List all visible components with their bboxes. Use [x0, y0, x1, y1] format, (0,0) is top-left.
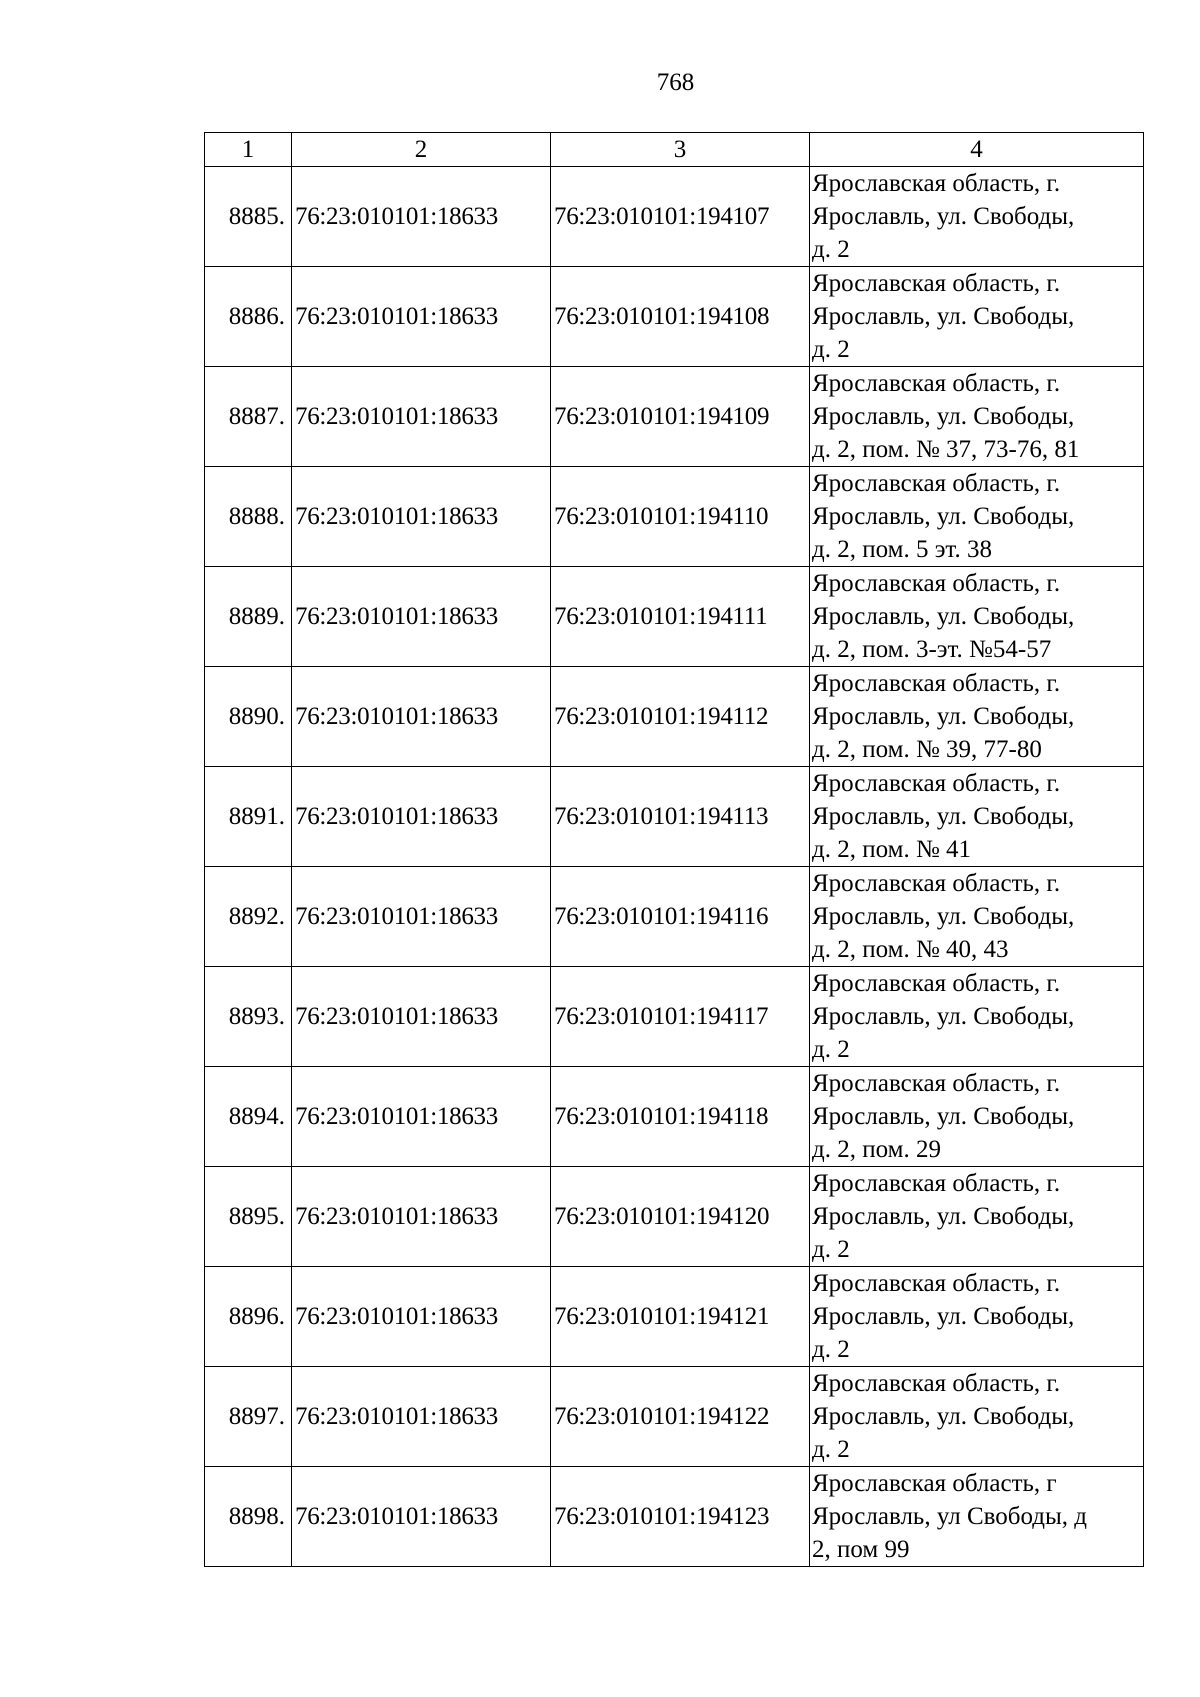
- address-line: Ярославль, ул. Свободы,: [812, 303, 1075, 330]
- row-number-cell: 8897.: [205, 1367, 292, 1467]
- row-number-cell: 8890.: [205, 667, 292, 767]
- address-cell: [810, 1367, 1144, 1467]
- address-line: д. 2: [812, 336, 850, 363]
- address-line: д. 2: [812, 236, 850, 263]
- address-cell: [810, 1467, 1144, 1567]
- address-cell: [810, 967, 1144, 1067]
- row-number-cell: 8889.: [205, 567, 292, 667]
- address-line: Ярославль, ул. Свободы,: [812, 1203, 1075, 1230]
- address-cell: [810, 667, 1144, 767]
- address-line: Ярославская область, г.: [812, 470, 1061, 497]
- parcel-number-cell: 76:23:010101:18633: [292, 1267, 551, 1367]
- parcel-number-cell: 76:23:010101:18633: [292, 167, 551, 267]
- address-cell: [810, 1067, 1144, 1167]
- address-line: Ярославская область, г.: [812, 370, 1061, 397]
- parcel-number-cell: 76:23:010101:18633: [292, 667, 551, 767]
- row-number-cell: 8891.: [205, 767, 292, 867]
- address-line: Ярославль, ул. Свободы,: [812, 203, 1075, 230]
- table-row: [205, 967, 1144, 1067]
- table-row: [205, 267, 1144, 367]
- address-cell: [810, 167, 1144, 267]
- address-line: Ярославль, ул. Свободы,: [812, 903, 1075, 930]
- row-number-cell: 8893.: [205, 967, 292, 1067]
- address-line: Ярославская область, г.: [812, 1270, 1061, 1297]
- address-cell: [810, 1167, 1144, 1267]
- address-line: Ярославская область, г.: [812, 870, 1061, 897]
- address-line: 2, пом 99: [812, 1536, 910, 1563]
- table-row: [205, 1167, 1144, 1267]
- address-line: Ярославская область, г.: [812, 670, 1061, 697]
- address-line: д. 2, пом. 29: [812, 1136, 941, 1163]
- table-row: [205, 1067, 1144, 1167]
- parcel-number-cell: 76:23:010101:18633: [292, 1067, 551, 1167]
- address-line: д. 2, пом. 3-эт. №54-57: [812, 636, 1052, 663]
- address-line: д. 2, пом. № 39, 77-80: [812, 736, 1042, 763]
- column-header: 1: [205, 133, 292, 167]
- address-cell: [810, 467, 1144, 567]
- object-number-cell: 76:23:010101:194122: [551, 1367, 810, 1467]
- object-number-cell: 76:23:010101:194116: [551, 867, 810, 967]
- page-number: 768: [656, 69, 695, 96]
- address-line: Ярославль, ул. Свободы,: [812, 1103, 1075, 1130]
- address-line: Ярославль, ул. Свободы,: [812, 603, 1075, 630]
- object-number-cell: 76:23:010101:194111: [551, 567, 810, 667]
- address-line: Ярославская область, г: [812, 1470, 1057, 1497]
- column-header: 4: [810, 133, 1144, 167]
- row-number-cell: 8887.: [205, 367, 292, 467]
- address-line: д. 2: [812, 1236, 850, 1263]
- address-line: Ярославская область, г.: [812, 770, 1061, 797]
- registry-table: [204, 132, 1144, 1567]
- address-cell: [810, 867, 1144, 967]
- address-cell: [810, 367, 1144, 467]
- object-number-cell: 76:23:010101:194117: [551, 967, 810, 1067]
- address-cell: [810, 1267, 1144, 1367]
- registry-table-body: [205, 133, 1144, 1567]
- address-line: Ярославская область, г.: [812, 270, 1061, 297]
- parcel-number-cell: 76:23:010101:18633: [292, 1467, 551, 1567]
- object-number-cell: 76:23:010101:194113: [551, 767, 810, 867]
- parcel-number-cell: 76:23:010101:18633: [292, 967, 551, 1067]
- row-number-cell: 8898.: [205, 1467, 292, 1567]
- row-number-cell: 8886.: [205, 267, 292, 367]
- parcel-number-cell: 76:23:010101:18633: [292, 467, 551, 567]
- table-header-row: [205, 133, 1144, 167]
- row-number-cell: 8885.: [205, 167, 292, 267]
- parcel-number-cell: 76:23:010101:18633: [292, 1367, 551, 1467]
- table-row: [205, 1267, 1144, 1367]
- address-line: д. 2, пом. № 37, 73-76, 81: [812, 436, 1080, 463]
- address-line: д. 2, пом. № 41: [812, 836, 972, 863]
- object-number-cell: 76:23:010101:194121: [551, 1267, 810, 1367]
- row-number-cell: 8894.: [205, 1067, 292, 1167]
- address-line: Ярославская область, г.: [812, 1170, 1061, 1197]
- address-cell: [810, 567, 1144, 667]
- table-row: [205, 867, 1144, 967]
- address-line: Ярославская область, г.: [812, 970, 1061, 997]
- object-number-cell: 76:23:010101:194118: [551, 1067, 810, 1167]
- parcel-number-cell: 76:23:010101:18633: [292, 867, 551, 967]
- address-line: д. 2: [812, 1036, 850, 1063]
- address-cell: [810, 767, 1144, 867]
- table-row: [205, 1367, 1144, 1467]
- address-line: Ярославль, ул Свободы, д: [812, 1503, 1087, 1530]
- table-row: [205, 467, 1144, 567]
- address-line: Ярославская область, г.: [812, 1370, 1061, 1397]
- table-row: [205, 367, 1144, 467]
- column-header: 2: [292, 133, 551, 167]
- row-number-cell: 8895.: [205, 1167, 292, 1267]
- address-line: Ярославская область, г.: [812, 570, 1061, 597]
- parcel-number-cell: 76:23:010101:18633: [292, 1167, 551, 1267]
- row-number-cell: 8892.: [205, 867, 292, 967]
- object-number-cell: 76:23:010101:194110: [551, 467, 810, 567]
- address-line: Ярославская область, г.: [812, 1070, 1061, 1097]
- address-line: Ярославль, ул. Свободы,: [812, 1303, 1075, 1330]
- table-row: [205, 567, 1144, 667]
- table-row: [205, 767, 1144, 867]
- object-number-cell: 76:23:010101:194112: [551, 667, 810, 767]
- object-number-cell: 76:23:010101:194108: [551, 267, 810, 367]
- address-line: д. 2, пом. 5 эт. 38: [812, 536, 992, 563]
- column-header: 3: [551, 133, 810, 167]
- table-row: [205, 667, 1144, 767]
- address-line: Ярославская область, г.: [812, 170, 1061, 197]
- address-line: д. 2, пом. № 40, 43: [812, 936, 1009, 963]
- parcel-number-cell: 76:23:010101:18633: [292, 367, 551, 467]
- object-number-cell: 76:23:010101:194107: [551, 167, 810, 267]
- address-line: Ярославль, ул. Свободы,: [812, 1003, 1075, 1030]
- address-line: Ярославль, ул. Свободы,: [812, 703, 1075, 730]
- address-line: д. 2: [812, 1436, 850, 1463]
- address-cell: [810, 267, 1144, 367]
- address-line: д. 2: [812, 1336, 850, 1363]
- parcel-number-cell: 76:23:010101:18633: [292, 267, 551, 367]
- address-line: Ярославль, ул. Свободы,: [812, 1403, 1075, 1430]
- table-row: [205, 1467, 1144, 1567]
- parcel-number-cell: 76:23:010101:18633: [292, 567, 551, 667]
- row-number-cell: 8888.: [205, 467, 292, 567]
- table-row: [205, 167, 1144, 267]
- row-number-cell: 8896.: [205, 1267, 292, 1367]
- address-line: Ярославль, ул. Свободы,: [812, 503, 1075, 530]
- address-line: Ярославль, ул. Свободы,: [812, 803, 1075, 830]
- address-line: Ярославль, ул. Свободы,: [812, 403, 1075, 430]
- object-number-cell: 76:23:010101:194123: [551, 1467, 810, 1567]
- object-number-cell: 76:23:010101:194109: [551, 367, 810, 467]
- object-number-cell: 76:23:010101:194120: [551, 1167, 810, 1267]
- parcel-number-cell: 76:23:010101:18633: [292, 767, 551, 867]
